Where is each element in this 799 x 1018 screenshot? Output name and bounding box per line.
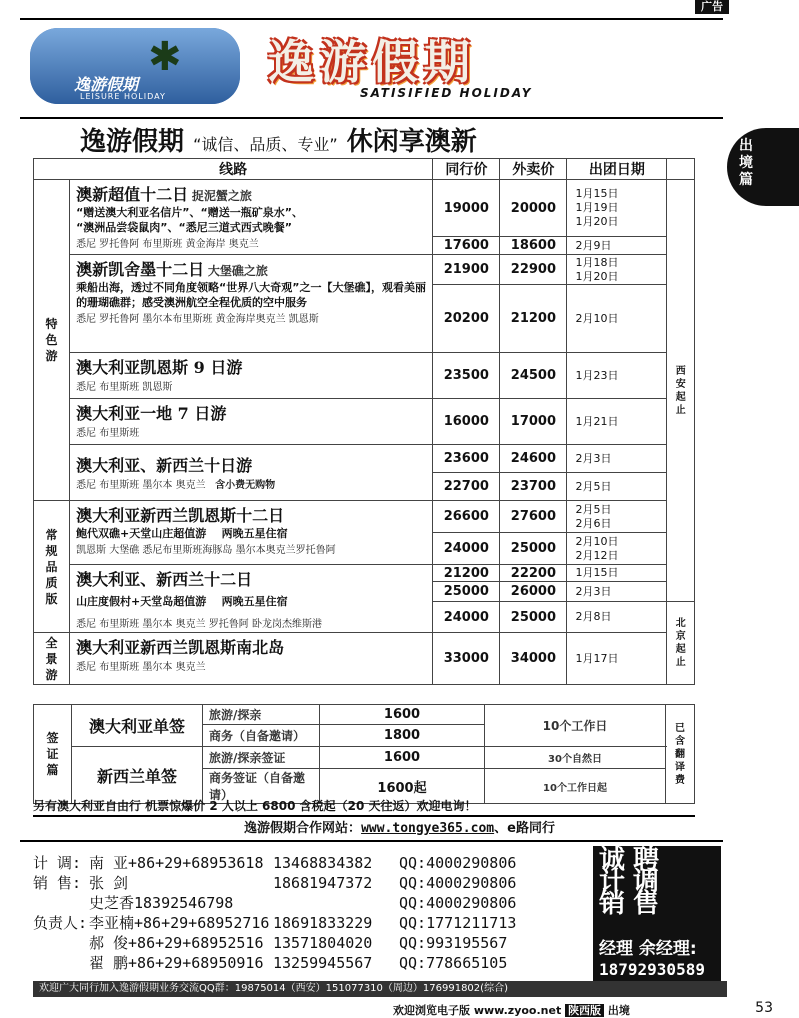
table-row: 17600 18600 2月9日: [34, 237, 695, 255]
partner-site-link[interactable]: www.tongye365.com: [361, 821, 495, 836]
departure-xian: 西安起止: [667, 180, 695, 602]
section-tab: [727, 128, 799, 206]
visa-table: [33, 704, 695, 804]
list-item: 销 售: 张 剑 18681947372 QQ:4000290806: [33, 874, 517, 892]
route-cell: 澳大利亚一地 7 日游 悉尼 布里斯班: [70, 399, 433, 445]
table-row: 澳大利亚、新西兰十日游 悉尼 布里斯班 墨尔本 奥克兰 含小费无购物 23600 24600 2月3日: [34, 445, 695, 473]
header-retail-price: 外卖价: [500, 159, 567, 180]
table-row: 全景游 澳大利亚新西兰凯恩斯南北岛 悉尼 布里斯班 墨尔本 奥克兰 33000 34000 1月17日: [34, 633, 695, 685]
header-blank: [667, 159, 695, 180]
table-row: 澳大利亚、新西兰十二日 山庄度假村+天堂岛超值游 两晚五星住宿 悉尼 布里斯班 墨尔本 奥克兰 罗托鲁阿 卧龙岗杰维斯港 21200 22200 1月15日: [34, 565, 695, 582]
route-cell: 澳大利亚新西兰凯恩斯十二日 鲍代双礁+天堂山庄超值游 两晚五星住宿 凯恩斯 大堡礁 悉尼布里斯班海豚岛 墨尔本奥克兰罗托鲁阿: [70, 501, 433, 565]
table-row: 澳大利亚一地 7 日游 悉尼 布里斯班 16000 17000 1月21日: [34, 399, 695, 445]
route-cell: 澳大利亚、新西兰十二日 山庄度假村+天堂岛超值游 两晚五星住宿 悉尼 布里斯班 墨尔本 奥克兰 罗托鲁阿 卧龙岗杰维斯港: [70, 565, 433, 633]
route-cell: 澳大利亚凯恩斯 9 日游 悉尼 布里斯班 凯恩斯: [70, 353, 433, 399]
header-peer-price: 同行价: [433, 159, 500, 180]
table-row: 22700 23700 2月5日: [34, 473, 695, 501]
list-item: 负责人: 李亚楠+86+29+68952716 18691833229 QQ:1771211713: [33, 914, 517, 932]
edition-badge: 陕西版: [565, 1004, 604, 1017]
table-row: 澳大利亚凯恩斯 9 日游 悉尼 布里斯班 凯恩斯 23500 24500 1月23日: [34, 353, 695, 399]
header-date: 出团日期: [567, 159, 667, 180]
list-item: 郝 俊+86+29+68952516 13571804020 QQ:993195567: [89, 934, 508, 952]
footer: 欢迎浏览电子版 www.zyoo.net 陕西版 出境: [393, 1004, 630, 1017]
section-tab-label: 出境篇: [739, 138, 753, 188]
list-item: 翟 鹏+86+29+68950916 13259945567 QQ:778665105: [89, 954, 508, 972]
table-header: [34, 159, 695, 180]
route-cell: 澳大利亚新西兰凯恩斯南北岛 悉尼 布里斯班 墨尔本 奥克兰: [70, 633, 433, 685]
route-cell: 澳新凯舍墨十二日 大堡礁之旅 乘船出海，透过不同角度领略“世界八大奇观”之一【大堡礁】，观看美丽的珊瑚礁群；感受澳洲航空全程优质的空中服务 悉尼 罗托鲁阿 墨尔本布里斯班 黄金海岸奥克兰 凯恩斯: [70, 255, 433, 353]
welcome-banner: 欢迎广大同行加入逸游假期业务交流QQ群：19875014（西安）151077310（周边）176991802(综合): [33, 981, 727, 997]
translation-note: 已含翻译费: [666, 705, 695, 804]
list-item: 计 调: 南 亚+86+29+68953618 13468834382 QQ:4000290806: [33, 854, 517, 872]
header-route: 线路: [34, 159, 433, 180]
page-number: 53: [755, 1000, 773, 1016]
title-brand: 逸游假期: [80, 127, 185, 157]
table-row: 24000 25000 2月8日 北京起止: [34, 602, 695, 633]
table-row: 新西兰单签 旅游/探亲签证 1600 30个自然日: [34, 747, 695, 769]
table-row: 特色游 澳新超值十二日 捉泥蟹之旅 “赠送澳大利亚名信片”、“赠送一瓶矿泉水”、 “澳洲品尝袋鼠肉”、“悉尼三道式西式晚餐” 悉尼 罗托鲁阿 布里斯班 黄金海岸 奥克兰 19000 20000 1月15日 1月19日 1月20日 西安起止: [34, 180, 695, 237]
hiring-box: 诚聘 计调 销售 经理 余经理: 18792930589: [593, 846, 721, 982]
brand-slogan: SATISIFIED HOLIDAY: [360, 86, 533, 100]
departure-beijing: 北京起止: [667, 602, 695, 685]
title-quote: “诚信、品质、专业”: [193, 135, 338, 154]
contact-list: [33, 853, 573, 973]
table-row: 常规品质版 澳大利亚新西兰凯恩斯十二日 鲍代双礁+天堂山庄超值游 两晚五星住宿 凯恩斯 大堡礁 悉尼布里斯班海豚岛 墨尔本奥克兰罗托鲁阿 26600 27600 2月5日 2月6日: [34, 501, 695, 533]
divider: [20, 840, 723, 842]
table-row: 商务签证（自备邀请） 1600起 10个工作日起: [34, 769, 695, 804]
list-item: 史芝香18392546798 QQ:4000290806: [89, 894, 517, 912]
category-visa: 签证篇: [34, 705, 72, 804]
route-cell: 澳新超值十二日 捉泥蟹之旅 “赠送澳大利亚名信片”、“赠送一瓶矿泉水”、 “澳洲品尝袋鼠肉”、“悉尼三道式西式晚餐” 悉尼 罗托鲁阿 布里斯班 黄金海岸 奥克兰: [70, 180, 433, 255]
ad-tag: 广告: [695, 0, 729, 14]
page-title: [80, 121, 477, 158]
brand-logo-badge: [30, 28, 240, 104]
table-row: 25000 26000 2月3日: [34, 582, 695, 602]
palm-tree-icon: ✱: [148, 34, 182, 80]
table-row: 20200 21200 2月10日: [34, 285, 695, 353]
table-row: 澳新凯舍墨十二日 大堡礁之旅 乘船出海，透过不同角度领略“世界八大奇观”之一【大堡礁】，观看美丽的珊瑚礁群；感受澳洲航空全程优质的空中服务 悉尼 罗托鲁阿 墨尔本布里斯班 黄金海岸奥克兰 凯恩斯 21900 22900 1月18日 1月20日: [34, 255, 695, 285]
logo-badge-sub: LEISURE HOLIDAY: [80, 92, 166, 101]
table-row: 商务（自备邀请） 1800: [34, 725, 695, 747]
brand-logo-text: 逸游假期: [268, 35, 476, 89]
route-table: [33, 158, 695, 685]
hiring-phone: 18792930589: [599, 960, 705, 979]
category-regular: 常规品质版: [34, 501, 70, 633]
category-panorama: 全景游: [34, 633, 70, 685]
title-tail: 休闲享澳新: [346, 127, 477, 157]
promo-line: 另有澳大利亚自由行 机票惊爆价 2 人以上 6800 含税起（20 天往返）欢迎电询！: [33, 797, 695, 817]
top-bar: [0, 0, 799, 14]
table-row: 签证篇 澳大利亚单签 旅游/探亲 1600 10个工作日 已含翻译费: [34, 705, 695, 725]
hiring-manager: 经理 余经理:: [599, 939, 697, 959]
partner-site: 逸游假期合作网站：www.tongye365.com、e路同行: [244, 821, 555, 836]
table-row: 24000 25000 2月10日 2月12日: [34, 533, 695, 565]
logo-badge-text: 逸游假期: [74, 75, 139, 94]
route-cell: 澳大利亚、新西兰十日游 悉尼 布里斯班 墨尔本 奥克兰 含小费无购物: [70, 445, 433, 501]
category-special: 特色游: [34, 180, 70, 501]
